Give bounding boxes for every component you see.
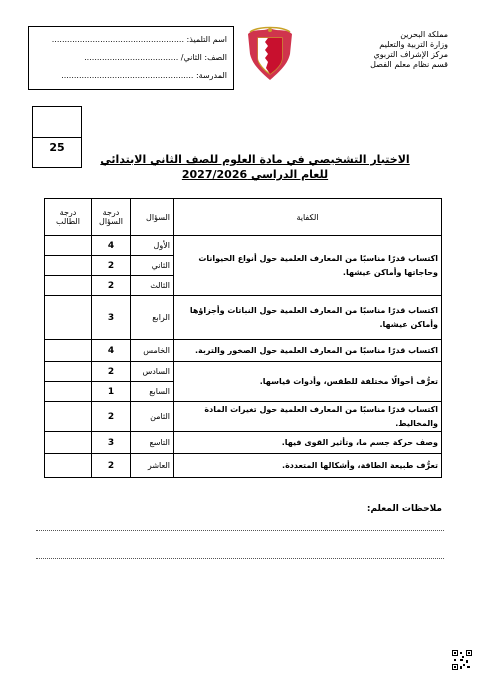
header-question-mark: درجة السؤال	[92, 199, 131, 236]
student-school-field[interactable]: ....................................................	[61, 71, 194, 80]
table-row	[45, 236, 442, 256]
header-line-4: قسم نظام معلم الفصل	[370, 60, 448, 69]
student-info-box	[28, 26, 234, 90]
question-mark: 2	[92, 402, 131, 432]
notes-line-1[interactable]	[36, 530, 444, 531]
question-name: الرابع	[131, 296, 174, 340]
ministry-header	[298, 30, 448, 70]
table-row	[45, 296, 442, 340]
notes-line-2[interactable]	[36, 558, 444, 559]
question-mark: 2	[92, 362, 131, 382]
competency-cell: تعرُّف أحوالًا مختلفة للطقس، وأدوات قياسها.	[174, 362, 442, 402]
competency-cell: اكتساب قدرًا مناسبًا من المعارف العلمية حول أنواع الحيوانات وحاجاتها وأماكن عيشها.	[174, 236, 442, 296]
competency-cell: اكتساب قدرًا مناسبًا من المعارف العلمية حول تغيرات المادة والمخاليط.	[174, 402, 442, 432]
table-row	[45, 402, 442, 432]
student-name-row	[52, 35, 227, 44]
question-mark: 2	[92, 454, 131, 478]
table-row	[45, 362, 442, 382]
student-mark-cell[interactable]	[45, 402, 92, 432]
question-mark: 2	[92, 256, 131, 276]
table-row	[45, 340, 442, 362]
competency-cell: اكتساب قدرًا مناسبًا من المعارف العلمية حول الصخور والتربة.	[174, 340, 442, 362]
student-name-label: اسم التلميذ:	[186, 35, 227, 44]
student-mark-cell[interactable]	[45, 432, 92, 454]
qr-code-icon	[452, 650, 472, 670]
header-line-2: وزارة التربية والتعليم	[379, 40, 448, 49]
student-name-field[interactable]: ....................................................	[51, 35, 184, 44]
question-mark: 3	[92, 432, 131, 454]
student-mark-cell[interactable]	[45, 382, 92, 402]
student-school-row	[61, 71, 227, 80]
student-school-label: المدرسة:	[195, 71, 227, 80]
title-line-1: الاختبار التشخيصي في مادة العلوم للصف الثاني الابتدائي	[100, 153, 410, 166]
competency-cell: تعرُّف طبيعة الطاقة، وأشكالها المتعددة.	[174, 454, 442, 478]
title-line-2: للعام الدراسي 2027/2026	[181, 168, 329, 181]
header-question: السؤال	[131, 199, 174, 236]
competency-cell: وصف حركة جسم ما، وتأثير القوى فيها.	[174, 432, 442, 454]
student-mark-cell[interactable]	[45, 454, 92, 478]
question-name: الخامس	[131, 340, 174, 362]
question-name: التاسع	[131, 432, 174, 454]
total-score: 25	[49, 141, 65, 154]
student-mark-cell[interactable]	[45, 256, 92, 276]
question-name: السادس	[131, 362, 174, 382]
bahrain-emblem-icon	[244, 24, 296, 82]
exam-title	[90, 152, 420, 182]
header-student-mark: درجة الطالب	[45, 199, 92, 236]
student-mark-cell[interactable]	[45, 236, 92, 256]
header-competency: الكفاية	[174, 199, 442, 236]
score-box	[32, 106, 82, 168]
header-line-3: مركز الإشراف التربوي	[373, 50, 448, 59]
question-name: الثاني	[131, 256, 174, 276]
competency-table	[44, 198, 442, 478]
table-row	[45, 432, 442, 454]
question-name: الثالث	[131, 276, 174, 296]
question-name: السابع	[131, 382, 174, 402]
competency-cell: اكتساب قدرًا مناسبًا من المعارف العلمية حول النباتات وأجزاؤها وأماكن عيشها.	[174, 296, 442, 340]
header-line-1: مملكة البحرين	[400, 30, 448, 39]
question-name: الأول	[131, 236, 174, 256]
teacher-notes-label: ملاحظات المعلم:	[366, 504, 442, 514]
question-mark: 3	[92, 296, 131, 340]
student-mark-cell[interactable]	[45, 340, 92, 362]
question-mark: 4	[92, 340, 131, 362]
question-mark: 4	[92, 236, 131, 256]
score-divider	[33, 137, 81, 138]
student-mark-cell[interactable]	[45, 362, 92, 382]
student-grade-field[interactable]: .....................................	[84, 53, 179, 62]
question-mark: 2	[92, 276, 131, 296]
student-grade-label: الصف: الثاني/	[180, 53, 227, 62]
student-grade-row	[84, 53, 227, 62]
table-header-row	[45, 199, 442, 236]
question-mark: 1	[92, 382, 131, 402]
question-name: الثامن	[131, 402, 174, 432]
table-row	[45, 454, 442, 478]
student-mark-cell[interactable]	[45, 296, 92, 340]
question-name: العاشر	[131, 454, 174, 478]
student-mark-cell[interactable]	[45, 276, 92, 296]
